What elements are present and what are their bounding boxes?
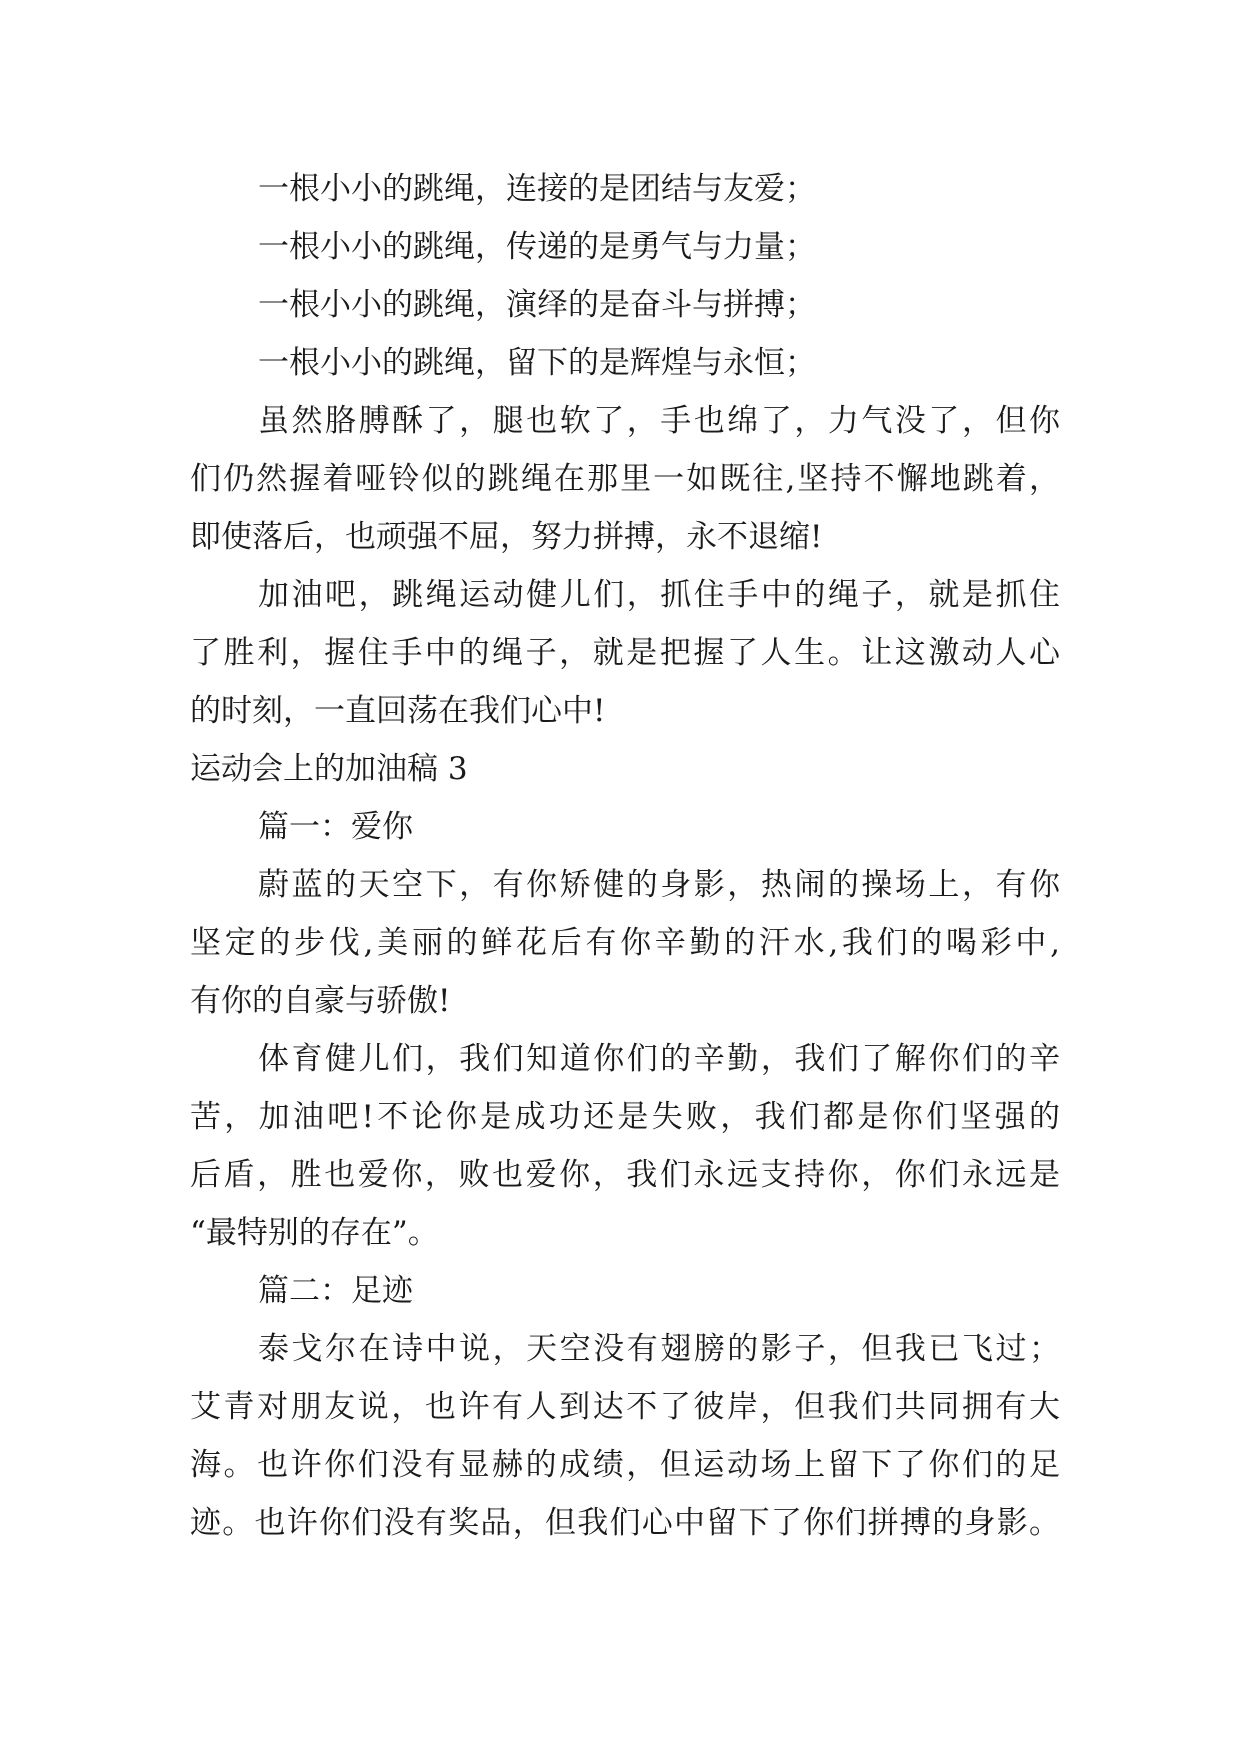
text-line: 一根小小的跳绳，演绎的是奋斗与拼搏； bbox=[258, 287, 816, 323]
text-line: “最特别的存在”。 bbox=[190, 1215, 439, 1251]
text-line: 一根小小的跳绳，传递的是勇气与力量； bbox=[258, 229, 816, 265]
text-line: 的时刻，一直回荡在我们心中! bbox=[190, 693, 606, 729]
text-line: 一根小小的跳绳，留下的是辉煌与永恒； bbox=[258, 345, 816, 381]
text-line: 有你的自豪与骄傲! bbox=[190, 983, 451, 1019]
text-line: 蔚蓝的天空下，有你矫健的身影，热闹的操场上，有你 bbox=[258, 867, 1060, 903]
subsection-heading: 篇一：爱你 bbox=[258, 809, 413, 845]
document-page bbox=[190, 160, 1060, 1552]
text-line: 泰戈尔在诗中说，天空没有翅膀的影子，但我已飞过； bbox=[258, 1331, 1060, 1367]
text-line: 一根小小的跳绳，连接的是团结与友爱； bbox=[258, 171, 816, 207]
text-line: 苦，加油吧!不论你是成功还是失败，我们都是你们坚强的 bbox=[190, 1099, 1060, 1135]
text-line: 了胜利，握住手中的绳子，就是把握了人生。让这激动人心 bbox=[190, 635, 1060, 671]
text-line: 们仍然握着哑铃似的跳绳在那里一如既往,坚持不懈地跳着， bbox=[190, 461, 1060, 497]
text-line: 艾青对朋友说，也许有人到达不了彼岸，但我们共同拥有大 bbox=[190, 1389, 1060, 1425]
text-line: 加油吧，跳绳运动健儿们，抓住手中的绳子，就是抓住 bbox=[258, 577, 1060, 613]
text-line: 坚定的步伐,美丽的鲜花后有你辛勤的汗水,我们的喝彩中, bbox=[190, 925, 1060, 961]
text-line: 迹。也许你们没有奖品，但我们心中留下了你们拼搏的身影。 bbox=[190, 1505, 1060, 1541]
text-line: 后盾，胜也爱你，败也爱你，我们永远支持你，你们永远是 bbox=[190, 1157, 1060, 1193]
subsection-heading: 篇二：足迹 bbox=[258, 1273, 413, 1309]
text-line: 即使落后，也顽强不屈，努力拼搏，永不退缩! bbox=[190, 519, 823, 555]
text-line: 虽然胳膊酥了，腿也软了，手也绵了，力气没了，但你 bbox=[258, 403, 1060, 439]
text-line: 海。也许你们没有显赫的成绩，但运动场上留下了你们的足 bbox=[190, 1447, 1060, 1483]
section-heading: 运动会上的加油稿 3 bbox=[190, 751, 468, 787]
text-line: 体育健儿们，我们知道你们的辛勤，我们了解你们的辛 bbox=[258, 1041, 1060, 1077]
